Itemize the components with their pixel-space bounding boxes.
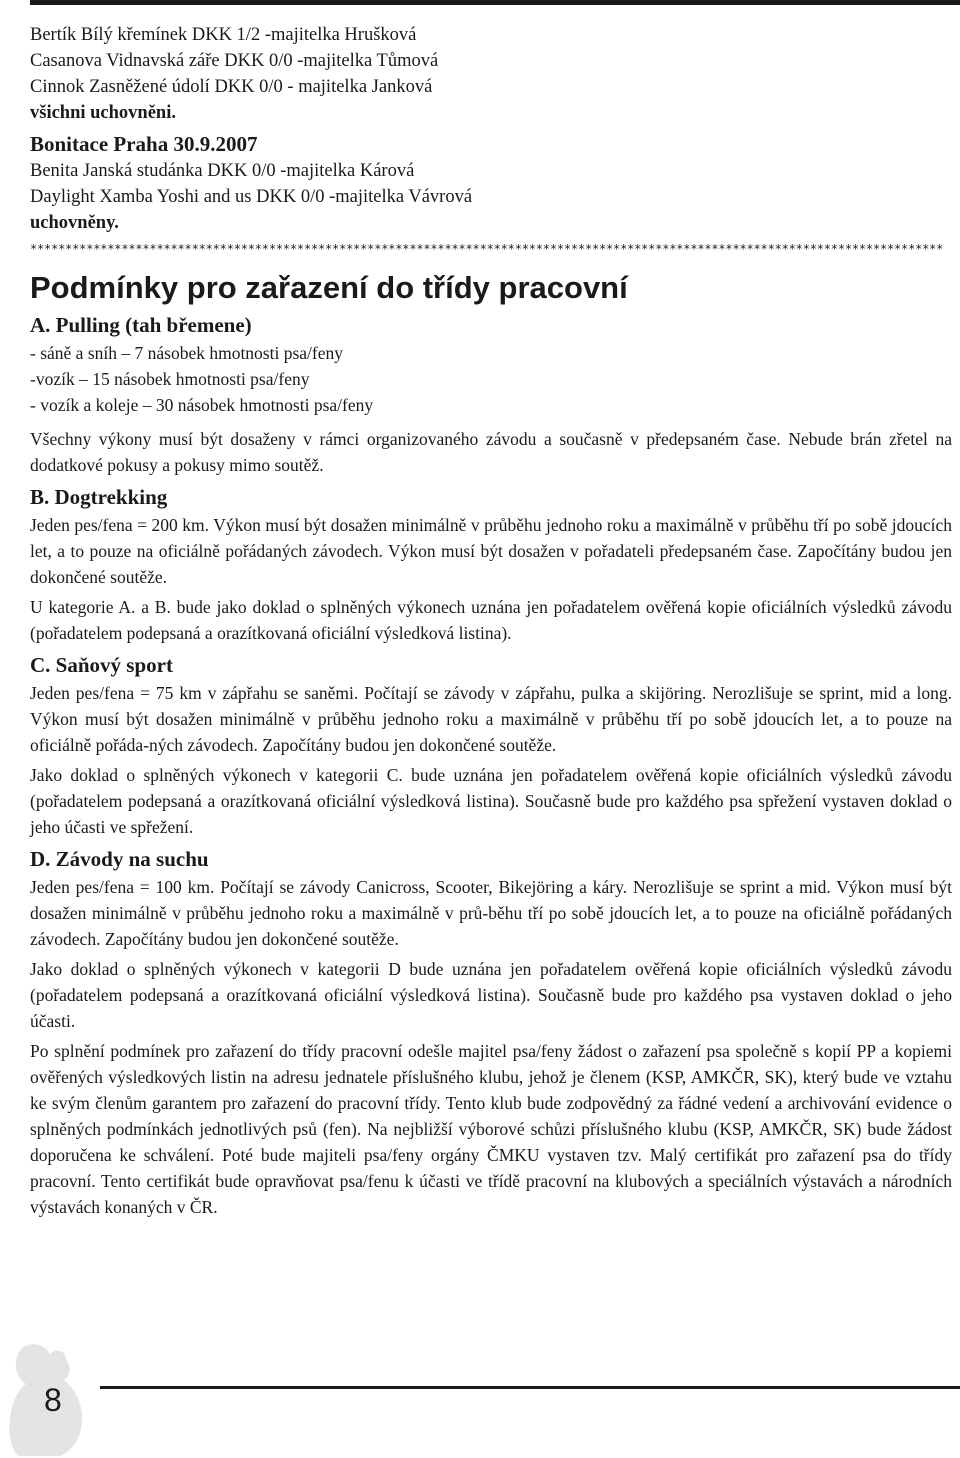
section-title: B. Dogtrekking — [30, 485, 168, 509]
main-title: Podmínky pro zařazení do třídy pracovní — [30, 270, 628, 305]
section-d — [30, 846, 952, 1034]
top-rule — [30, 0, 960, 5]
section-title: D. Závody na suchu — [30, 847, 209, 871]
list-item: - sáně a sníh – 7 násobek hmotnosti psa/feny — [30, 343, 344, 363]
section-b — [30, 484, 952, 646]
pulling-requirements-list — [30, 340, 952, 418]
result-line: Bertík Bílý křemínek DKK 1/2 -majitelka Hrušková — [30, 25, 417, 45]
closing-paragraph: Po splnění podmínek pro zařazení do třídy pracovní odešle majitel psa/feny žádost o zařazení psa společně s kopií PP a kopiemi ověřených výsledkových listin na adresu jednatele příslušného klubu, jehož je členem (KSP, AMKČR, SK), který bude ve vztahu ke svým členům garantem pro zařazení do pracovní třídy. Tento klub bude zodpovědný za řádné vedení a archivování evidence o splněných podmínkách jednotlivých psů (fen). Na nejbližší výborové schůzi příslušného klubu (KSP, AMKČR, SK) bude žádost doporučena ke schválení. Poté bude majiteli psa/feny orgány ČMKU vystaven tzv. Malý certifikát pro zařazení psa do třídy pracovní. Tento certifikát bude opravňovat psa/fenu k účasti ve třídě pracovní na klubových a speciálních výstavách a národních výstavách konaných v ČR. — [30, 1041, 952, 1217]
bonitace-block — [30, 130, 952, 236]
result-line: Cinnok Zasněžené údolí DKK 0/0 - majitelka Janková — [30, 77, 433, 97]
bonitace-line: Benita Janská studánka DKK 0/0 -majitelka Kárová — [30, 161, 415, 181]
bonitace-title: Bonitace Praha 30.9.2007 — [30, 132, 258, 156]
breeding-results-list — [30, 22, 952, 126]
result-summary: všichni uchovněni. — [30, 103, 176, 123]
result-line: Casanova Vidnavská záře DKK 0/0 -majitelka Tůmová — [30, 51, 439, 71]
paragraph: Jeden pes/fena = 200 km. Výkon musí být dosažen minimálně v průběhu jednoho roku a maximálně v průběhu tří po sobě jdoucích let, a to pouze na oficiálně pořádaných závodech. Výkon musí být dosažen v pořadateli předepsaném čase. Započítány budou jen dokončené soutěže. — [30, 515, 952, 587]
page-number: 8 — [44, 1382, 62, 1418]
paragraph: Jeden pes/fena = 100 km. Počítají se závody Canicross, Scooter, Bikejöring a káry. Nerozlišuje se sprint a mid. Výkon musí být dosažen minimálně v průběhu jednoho roku a maximálně v prů-běhu tří po sobě jdoucích let, a to pouze na oficiálně pořádaných závodech. Započítány budou jen dokončené soutěže. — [30, 877, 952, 949]
paragraph: U kategorie A. a B. bude jako doklad o splněných výkonech uznána jen pořadatelem ověřená kopie oficiálních výsledků závodu (pořadatelem podepsaná a orazítkovaná oficiální výsledková listina). — [30, 597, 952, 643]
bonitace-line: Daylight Xamba Yoshi and us DKK 0/0 -majitelka Vávrová — [30, 187, 473, 207]
bonitace-result: uchovněny. — [30, 213, 119, 233]
section-a — [30, 312, 952, 478]
section-title: C. Saňový sport — [30, 653, 173, 677]
list-item: -vozík – 15 násobek hmotnosti psa/feny — [30, 369, 310, 389]
footer-rule — [100, 1386, 960, 1389]
paragraph: Jako doklad o splněných výkonech v kategorii D bude uznána jen pořadatelem ověřená kopie oficiálních výsledků závodu (pořadatelem podepsaná a orazítkovaná oficiální výsledková listina). Současně bude pro každého psa vystaven doklad o jeho účasti. — [30, 959, 952, 1031]
section-c — [30, 652, 952, 840]
asterisk-separator: ********************************************************************************************************************************** — [30, 242, 944, 256]
section-title: A. Pulling (tah břemene) — [30, 313, 252, 337]
list-item: - vozík a koleje – 30 násobek hmotnosti psa/feny — [30, 395, 374, 415]
paragraph: Všechny výkony musí být dosaženy v rámci organizovaného závodu a současně v předepsaném čase. Nebude brán zřetel na dodatkové pokusy a pokusy mimo soutěž. — [30, 429, 952, 475]
paragraph: Jako doklad o splněných výkonech v kategorii C. bude uznána jen pořadatelem ověřená kopie oficiálních výsledků závodu (pořadatelem podepsaná a orazítkovaná oficiální výsledková listina). Současně bude pro každého psa spřežení vystaven doklad o jeho účasti ve spřežení. — [30, 765, 952, 837]
page-content — [30, 22, 952, 1224]
paragraph: Jeden pes/fena = 75 km v zápřahu se saněmi. Počítají se závody v zápřahu, pulka a skijöring. Nerozlišuje se sprint, mid a long. Výkon musí být dosažen minimálně v průběhu jednoho roku a maximálně v průběhu tří po sobě jdoucích let, a to pouze na oficiálně pořáda-ných závodech. Započítány budou jen dokončené soutěže. — [30, 683, 952, 755]
